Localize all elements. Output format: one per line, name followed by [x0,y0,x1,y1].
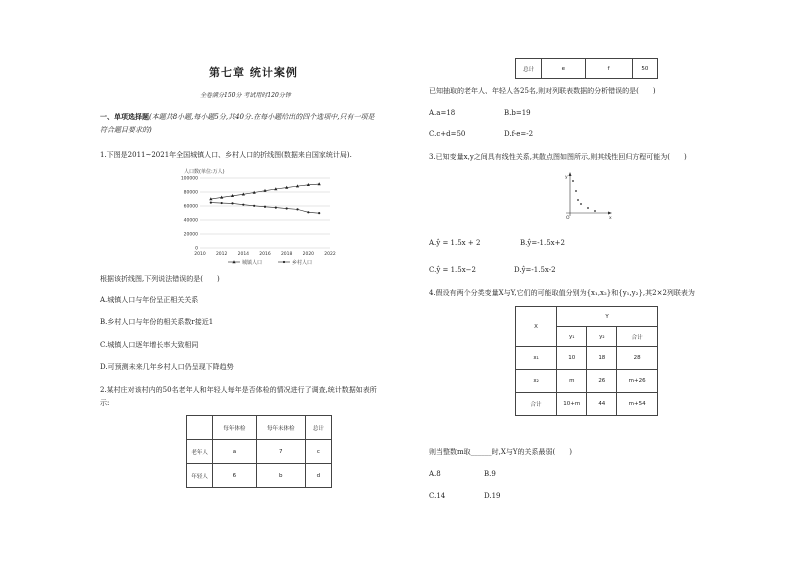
y-tick-label: 20000 [183,232,198,238]
data-point-dot [231,202,233,204]
q2-table-cell: c [305,440,331,464]
population-line-chart [170,164,340,268]
table-row [187,440,332,464]
q4-option-b[interactable]: B.9 [484,470,496,478]
origin-label: O [566,216,570,221]
q4-table-cell: 10+m [557,393,587,416]
q2-question: 已知抽取的老年人、年轻人各25名,则对列联表数据的分析错误的是( ) [429,87,656,95]
table-row [516,370,658,393]
q4-table-cell: 44 [587,393,617,416]
q4-table-subheader: y₁ [557,327,587,347]
q4-table-header-x: X [516,307,557,347]
q2-option-d[interactable]: D.f-e=-2 [504,130,534,138]
q3-scatter-plot [560,170,616,222]
x-axis-arrow-icon [608,212,612,215]
q4-stem: 4.假设有两个分类变量X与Y,它们的可能取值分别为{x₁,x₂}和{y₁,y₂},其2×2列联表为 [429,289,695,297]
x-tick-label: 2014 [237,252,250,257]
q2-table-cell: 老年人 [187,440,213,464]
q4-option-a[interactable]: A.8 [429,470,441,478]
q2-table-cell: f [585,59,632,79]
table-row [516,59,658,79]
data-point-dot [221,202,223,204]
x-tick-label: 2018 [280,252,293,257]
q2-table-header: 每年未体检 [256,416,305,440]
chart-plot-area [181,176,336,266]
q4-table-cell: m+54 [617,393,658,416]
scatter-point [594,210,596,212]
q2-table-cell: a [213,440,256,464]
data-point-dot [296,208,298,210]
q4-table-header-y: Y [557,307,658,327]
scatter-point [580,203,582,205]
section-instructions-cont: 符合题目要求的) [100,126,152,134]
data-point-dot [264,206,266,208]
q3-option-b[interactable]: B.ŷ=-1.5x+2 [520,239,565,247]
data-point-dot [253,205,255,207]
q2-stem: 2.某村庄对该村内的50名老年人和年轻人每年是否体检的情况进行了调查,统计数据如表所 [100,386,377,394]
x-tick-label: 2010 [194,252,206,257]
legend-label: 乡村人口 [292,259,313,266]
x-tick-label: 2012 [215,252,228,257]
page-title: 第七章 统计案例 [209,66,298,79]
q1-option-c[interactable]: C.城镇人口逐年增长率大致相同 [100,341,199,349]
q2-table-cell: b [256,464,305,488]
q2-stem-cont: 示: [100,399,110,407]
q2-table-header: 每年体检 [213,416,256,440]
q4-table-cell: 26 [587,370,617,393]
section-instructions: (本题共8小题,每小题5分,共40分.在每小题给出的四个选项中,只有一项是 [149,113,375,121]
section-intro [100,112,374,122]
x-tick-label: 2022 [324,252,336,257]
q1-stem: 1.下图是2011~2021年全国城镇人口、乡村人口的折线图(数据来自国家统计局). [100,151,352,159]
q1-option-b[interactable]: B.乡村人口与年份的相关系数r接近1 [100,318,214,326]
q4-table-cell: m+26 [617,370,658,393]
y-tick-label: 40000 [183,218,198,224]
table-row [187,464,332,488]
q2-option-b[interactable]: B.b=19 [504,109,531,117]
page-subtitle: 全卷满分150分 考试用时120分钟 [200,92,291,99]
q4-option-c[interactable]: C.14 [429,492,446,500]
legend-marker-dot [283,261,285,263]
q1-option-a[interactable]: A.城镇人口与年份呈正相关关系 [100,296,199,304]
q4-table-cell: 28 [617,347,658,370]
data-point-dot [210,201,212,203]
q1-question: 根据该折线图,下列说法错误的是( ) [100,275,220,283]
chart-ylabel: 人口数(单位:万人) [184,169,225,175]
y-tick-label: 100000 [180,176,198,182]
scatter-point [577,199,579,201]
x-axis-label: x [609,216,612,221]
q4-table-cell: x₂ [516,370,557,393]
section-heading: 一、单项选择题 [100,112,149,121]
data-point-dot [307,211,309,213]
q4-table-cell: 18 [587,347,617,370]
q3-option-a[interactable]: A.ŷ = 1.5x + 2 [429,239,481,247]
x-tick-label: 2016 [259,252,271,257]
q2-table-cell: 50 [632,59,657,79]
y-axis-label: y [565,175,568,180]
y-axis-arrow-icon [569,172,572,176]
q2-table-total-row [515,58,658,79]
data-point-dot [286,207,288,209]
q2-table-cell: d [305,464,331,488]
legend-label: 城镇人口 [242,259,263,266]
q4-question: 则当整数m取______时,X与Y的关系最弱( ) [429,448,572,456]
q4-table-cell: x₁ [516,347,557,370]
q3-stem: 3.已知变量x,y之间具有线性关系,其散点图如图所示,则其线性回归方程可能为( ) [429,153,687,161]
y-tick-label: 60000 [183,204,198,210]
data-point-dot [318,212,320,214]
q2-option-c[interactable]: C.c+d=50 [429,130,466,138]
scatter-point [587,207,589,209]
q1-option-d[interactable]: D.可预测未来几年乡村人口仍呈现下降趋势 [100,363,234,371]
scatter-point [575,190,577,192]
q4-table-subheader: y₂ [587,327,617,347]
q4-option-d[interactable]: D.19 [484,492,501,500]
x-tick-label: 2020 [302,252,315,257]
q2-table-cell: 6 [213,464,256,488]
table-row [516,393,658,416]
y-tick-label: 0 [195,246,198,252]
q2-table-cell: e [542,59,585,79]
q3-option-c[interactable]: C.ŷ = 1.5x−2 [429,266,477,274]
q2-table-cell: 年轻人 [187,464,213,488]
q4-table-cell: m [557,370,587,393]
q4-table-cell: 合计 [516,393,557,416]
q4-contingency-table [515,306,658,416]
q4-table-subheader: 合计 [617,327,658,347]
y-tick-label: 80000 [183,190,198,196]
data-point-triangle [318,182,321,185]
q2-table-header: 总计 [305,416,331,440]
q2-option-a[interactable]: A.a=18 [429,109,456,117]
table-row [516,347,658,370]
data-point-dot [242,204,244,206]
data-point-dot [275,207,277,209]
q4-table-cell: 10 [557,347,587,370]
q2-contingency-table [186,415,332,488]
q2-table-cell: 7 [256,440,305,464]
q3-option-d[interactable]: D.ŷ=-1.5x-2 [514,266,556,274]
q2-table-cell: 总计 [516,59,542,79]
q2-table-corner [187,416,213,440]
scatter-point [572,180,574,182]
